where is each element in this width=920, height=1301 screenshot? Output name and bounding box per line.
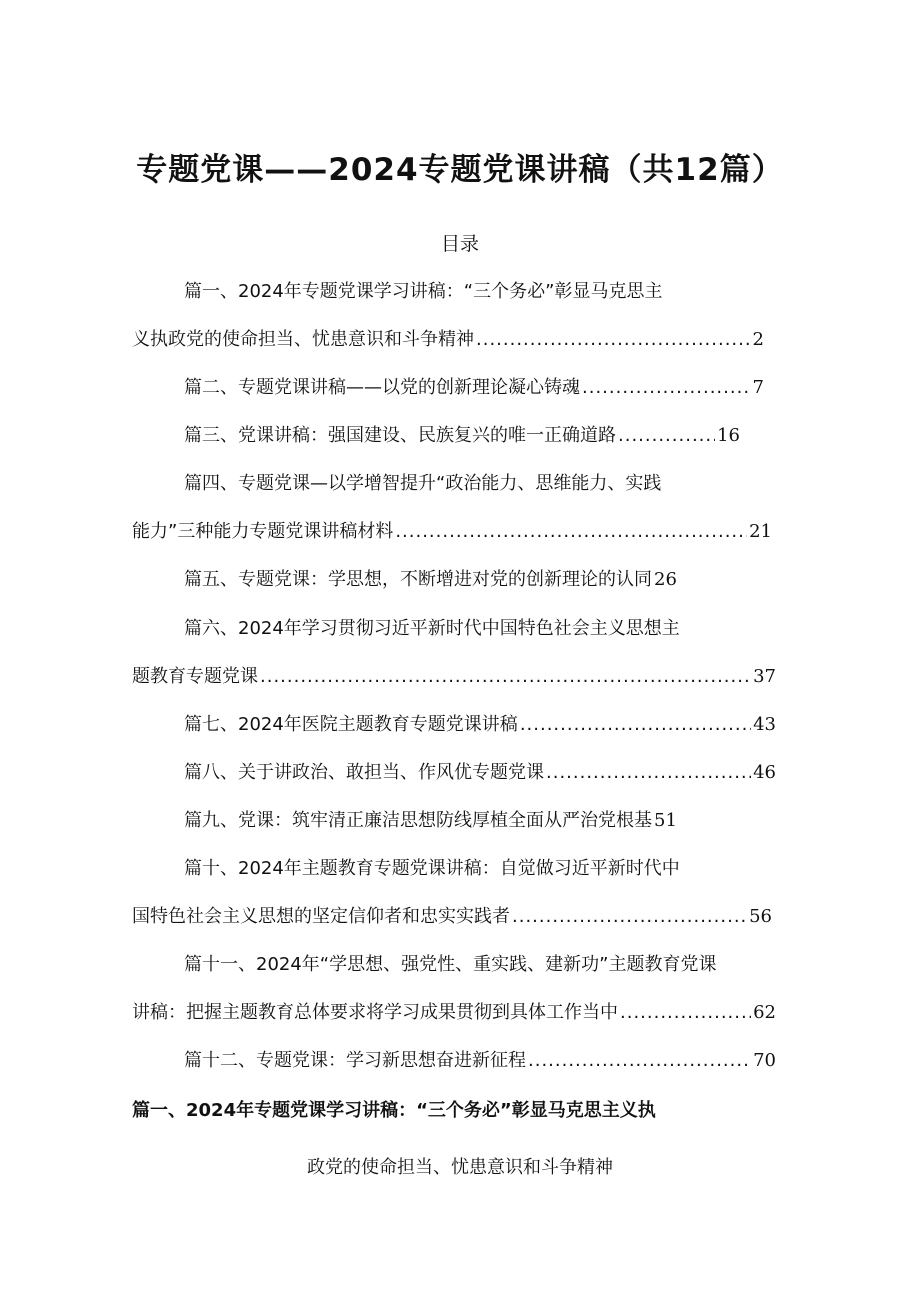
toc-entry-9-page: 51	[654, 810, 677, 831]
section-heading-line1: 篇一、2024年专题党课学习讲稿：“三个务必”彰显马克思主义执	[132, 1100, 656, 1121]
section-heading-line2: 政党的使命担当、忧患意识和斗争精神	[307, 1157, 613, 1178]
toc-entry-7-text: 篇七、2024年医院主题教育专题党课讲稿	[184, 714, 518, 735]
toc-entry-1-line2: 义执政党的使命担当、忧患意识和斗争精神	[132, 329, 474, 350]
toc-entry-6-line2: 题教育专题党课	[132, 666, 258, 687]
toc-entry-12-text: 篇十二、专题党课：学习新思想奋进新征程	[184, 1050, 526, 1071]
toc-entry-11-line1: 篇十一、2024年“学思想、强党性、重实践、建新功”主题教育党课	[184, 954, 717, 975]
toc-entry-4-page: 21	[749, 521, 772, 542]
toc-entry-9-text: 篇九、党课：筑牢清正廉洁思想防线厚植全面从严治党根基	[184, 810, 652, 831]
toc-entry-11[interactable]	[132, 1001, 776, 1025]
toc-entry-10[interactable]	[132, 905, 772, 929]
toc-entry-4-line1: 篇四、专题党课—以学增智提升“政治能力、思维能力、实践	[184, 473, 662, 494]
toc-entry-7-page: 43	[753, 714, 776, 735]
toc-entry-8[interactable]	[184, 761, 776, 785]
toc-entry-11-page: 62	[753, 1002, 776, 1023]
toc-leader-dots	[546, 761, 751, 785]
toc-entry-4[interactable]	[132, 520, 772, 544]
toc-leader-dots	[528, 1049, 751, 1073]
toc-entry-10-page: 56	[749, 906, 772, 927]
toc-entry-12[interactable]	[184, 1049, 776, 1073]
document-title: 专题党课——2024专题党课讲稿（共12篇）	[136, 152, 784, 188]
toc-entry-2-page: 7	[752, 377, 764, 398]
toc-entry-4-line2: 能力”三种能力专题党课讲稿材料	[132, 521, 394, 542]
toc-leader-dots	[512, 905, 747, 929]
toc-leader-dots	[620, 1001, 751, 1025]
toc-leader-dots	[618, 424, 715, 448]
toc-leader-dots	[476, 328, 751, 352]
toc-entry-8-text: 篇八、关于讲政治、敢担当、作风优专题党课	[184, 762, 544, 783]
toc-entry-5-page: 26	[654, 569, 677, 590]
toc-leader-dots	[395, 520, 747, 544]
toc-entry-3-text: 篇三、党课讲稿：强国建设、民族复兴的唯一正确道路	[184, 425, 616, 446]
toc-entry-7[interactable]	[184, 713, 776, 737]
toc-entry-2[interactable]	[184, 376, 764, 400]
toc-entry-12-page: 70	[753, 1050, 776, 1071]
toc-entry-11-line2: 讲稿：把握主题教育总体要求将学习成果贯彻到具体工作当中	[132, 1002, 618, 1023]
toc-leader-dots	[260, 665, 751, 689]
toc-leader-dots	[582, 376, 751, 400]
toc-entry-3-page: 16	[717, 425, 740, 446]
toc-entry-5-text: 篇五、专题党课：学思想，不断增进对党的创新理论的认同	[184, 569, 652, 590]
toc-entry-2-text: 篇二、专题党课讲稿——以党的创新理论凝心铸魂	[184, 377, 580, 398]
toc-leader-dots	[520, 713, 751, 737]
toc-entry-1[interactable]	[132, 328, 764, 352]
toc-entry-8-page: 46	[753, 762, 776, 783]
toc-entry-3[interactable]	[184, 424, 740, 448]
toc-entry-1-line1: 篇一、2024年专题党课学习讲稿：“三个务必”彰显马克思主	[184, 281, 663, 302]
toc-entry-1-page: 2	[752, 329, 764, 350]
toc-entry-10-line1: 篇十、2024年主题教育专题党课讲稿：自觉做习近平新时代中	[184, 858, 680, 879]
toc-entry-5[interactable]	[184, 568, 677, 592]
toc-entry-10-line2: 国特色社会主义思想的坚定信仰者和忠实实践者	[132, 906, 510, 927]
toc-entry-6-page: 37	[753, 666, 776, 687]
toc-entry-9[interactable]	[184, 809, 677, 833]
toc-entry-6-line1: 篇六、2024年学习贯彻习近平新时代中国特色社会主义思想主	[184, 618, 680, 639]
toc-heading: 目录	[440, 233, 479, 255]
toc-entry-6[interactable]	[132, 665, 776, 689]
